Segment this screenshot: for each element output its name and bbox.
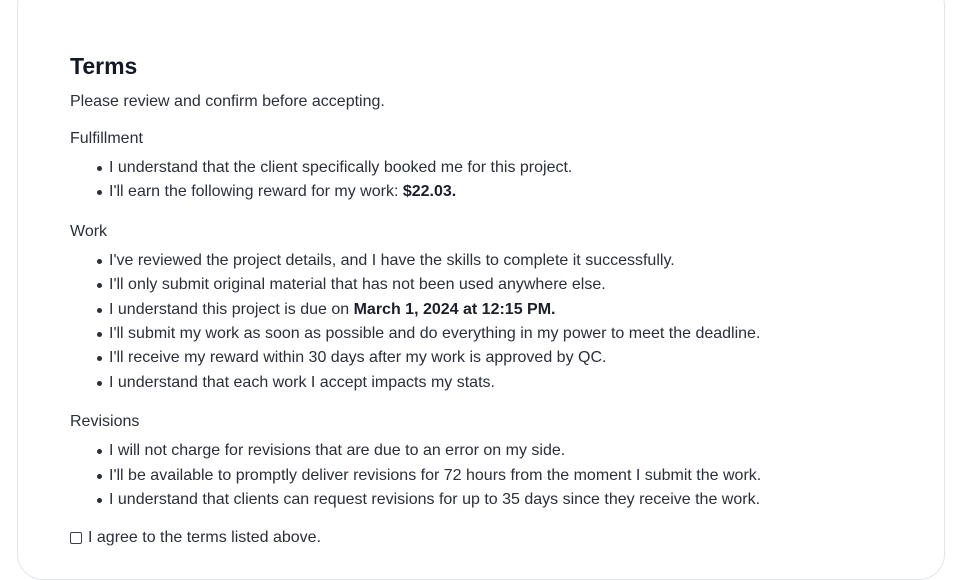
revisions-list — [70, 439, 930, 512]
list-item-text: I understand that clients can request revisions for up to 35 days since they receive the work. — [109, 491, 761, 509]
agree-terms-row[interactable] — [70, 528, 930, 548]
agree-terms-label[interactable]: I agree to the terms listed above. — [88, 529, 322, 547]
section-title-fulfillment: Fulfillment — [70, 130, 143, 147]
agree-terms-checkbox[interactable] — [70, 532, 82, 544]
list-item — [70, 464, 930, 488]
list-item — [70, 298, 930, 322]
list-item-text: I'll be available to promptly deliver revisions for 72 hours from the moment I submit the work. — [109, 466, 762, 484]
list-item-text: I will not charge for revisions that are due to an error on my side. — [109, 442, 566, 460]
list-item-text: I understand this project is due on — [109, 300, 354, 318]
fulfillment-list — [70, 156, 930, 205]
list-item — [70, 249, 930, 273]
section-title-work: Work — [70, 222, 108, 240]
terms-content — [70, 52, 930, 548]
list-item — [70, 439, 930, 463]
list-item-text: I'll receive my reward within 30 days after my work is approved by QC. — [109, 349, 607, 367]
page-title: Terms — [70, 53, 138, 79]
list-item — [70, 346, 930, 370]
list-item — [70, 371, 930, 395]
reward-amount: $22.03. — [402, 183, 457, 201]
list-item — [70, 180, 930, 204]
section-title-revisions: Revisions — [70, 413, 140, 431]
list-item-text: I've reviewed the project details, and I have the skills to complete it successfully. — [109, 251, 675, 269]
list-item — [70, 488, 930, 512]
list-item-text: I'll only submit original material that has not been used anywhere else. — [109, 276, 606, 294]
list-item-text: I'll earn the following reward for my work: — [109, 183, 403, 201]
list-item-text: I understand that the client specifically booked me for this project. — [109, 159, 573, 176]
list-item-text: I understand that each work I accept impacts my stats. — [109, 373, 495, 391]
list-item-text: I'll submit my work as soon as possible and do everything in my power to meet the deadline. — [109, 325, 761, 343]
terms-subtitle: Please review and confirm before accepting. — [70, 93, 385, 110]
list-item — [70, 273, 930, 297]
due-date: March 1, 2024 at 12:15 PM. — [353, 300, 556, 318]
list-item — [70, 322, 930, 346]
work-list — [70, 249, 930, 395]
list-item — [70, 156, 930, 180]
